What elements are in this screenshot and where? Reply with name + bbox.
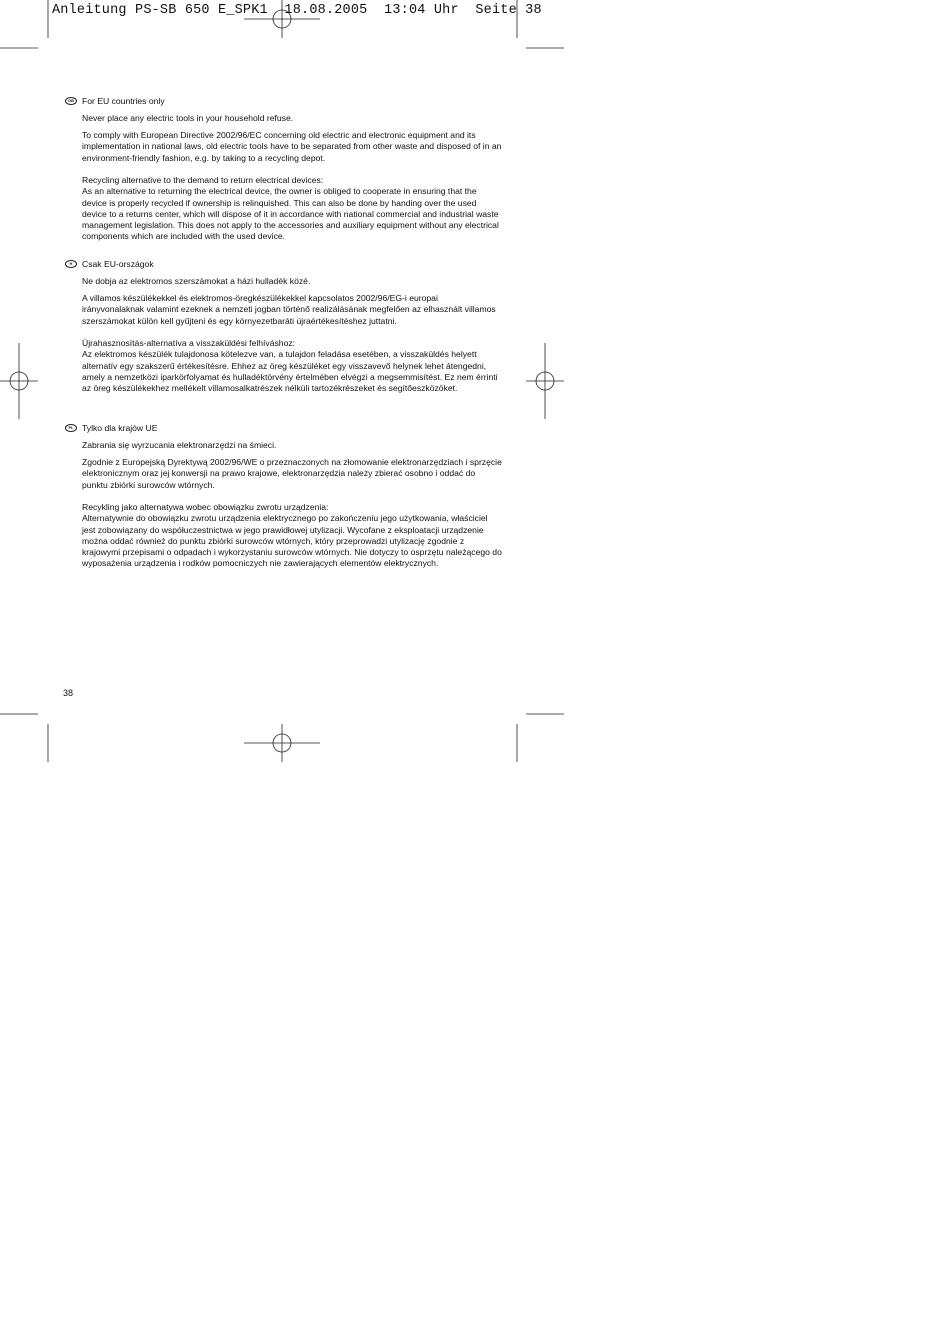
section-pl xyxy=(68,423,502,575)
subheading: Recycling alternative to the demand to return electrical devices: xyxy=(82,174,324,185)
country-flag-icon: GB xyxy=(65,97,77,105)
paragraph: Ne dobja az elektromos szerszámokat a házi hulladék közé. xyxy=(82,276,311,287)
paragraph: Never place any electric tools in your household refuse. xyxy=(82,113,294,124)
section-title: For EU countries only xyxy=(82,96,165,106)
subheading: Recykling jako alternatywa wobec obowiązku zwrotu urządzenia: xyxy=(82,501,329,512)
paragraph: Az elektromos készülék tulajdonosa kötelezve van, a tulajdon feladása esetében, a visszaküldés helyett alternatív egy szakszerű értékesítésre. Ehhez az öreg készüléket egy visszavevő helynek lehet átengedni, amely a nemzetközi iparkörfolyamat és hulladéktörvény értelmében elvégzi a megsemmisítést. Ez nem érrinti az öreg készülékekhez mellékelt villamosalkatrészek nélküli tartozékrészeket és segítőeszközöket. xyxy=(82,349,498,394)
section-gb xyxy=(68,96,502,248)
section-title: Tylko dla krajów UE xyxy=(82,423,158,433)
country-flag-icon: H xyxy=(65,260,77,268)
paragraph: Alternatywnie do obowiązku zwrotu urządzenia elektrycznego po zakończeniu jego użytkowania, właściciel jest zobowiązany do współuczestnictwa w jego prawidłowej utylizacji. Wycofane z eksploatacji urządzenie można oddać również do punktu zbiórki surowców wtórnych, który przeprowadzi utylizację zgodnie z krajowymi przepisami o odpadach i wykorzystaniu surowców wtórnych. Nie dotyczy to osprzętu należącego do wyposażenia urządzenia i rodków pomocniczych nie zawierających elementów elektrycznych. xyxy=(82,513,502,569)
country-flag-icon: PL xyxy=(65,424,77,432)
paragraph: Zgodnie z Europejską Dyrektywą 2002/96/WE o przeznaczonych na złomowanie elektronarzędziach i sprzęcie elektronicznym oraz jej konwersji na prawo krajowe, elektronarzędzia należy zbierać osobno i oddać do punktu zbiórki surowców wtórnych. xyxy=(82,457,502,490)
paragraph: A villamos készülékekkel és elektromos-öregkészülékekkel kapcsolatos 2002/96/EG-i europai irányvonalaknak valamint ezeknek a nemzeti jogban történő realizálásának megfelően az elhasznált villamos szerszámokat külön kell gyűjteni és egy környezetbaráti újraértékesítéshez juttatni. xyxy=(82,293,496,326)
paragraph: As an alternative to returning the electrical device, the owner is obliged to cooperate in ensuring that the device is properly recycled if ownership is relinquished. This can also be done by handing over the used device to a returns center, which will dispose of it in accordance with national commercial and industrial waste management legislation. This does not apply to the accessories and auxiliary equipment without any electrical components which are included with the used device. xyxy=(82,186,499,242)
section-hu xyxy=(69,259,502,400)
section-title: Csak EU-országok xyxy=(82,259,154,269)
paragraph: To comply with European Directive 2002/96/EC concerning old electric and electronic equipment and its implementation in national laws, old electric tools have to be separated from other waste and disposed of in an environment-friendly fashion, e.g. by taking to a recycling depot. xyxy=(82,130,502,163)
page-number: 38 xyxy=(63,688,74,698)
paragraph: Zabrania się wyrzucania elektronarzędzi na śmieci. xyxy=(82,440,277,451)
subheading: Újrahasznosítás-alternatíva a visszaküldési felhíváshoz: xyxy=(82,337,296,348)
slug-line: Anleitung PS-SB 650 E_SPK1 18.08.2005 13:04 Uhr Seite 38 xyxy=(52,3,542,18)
